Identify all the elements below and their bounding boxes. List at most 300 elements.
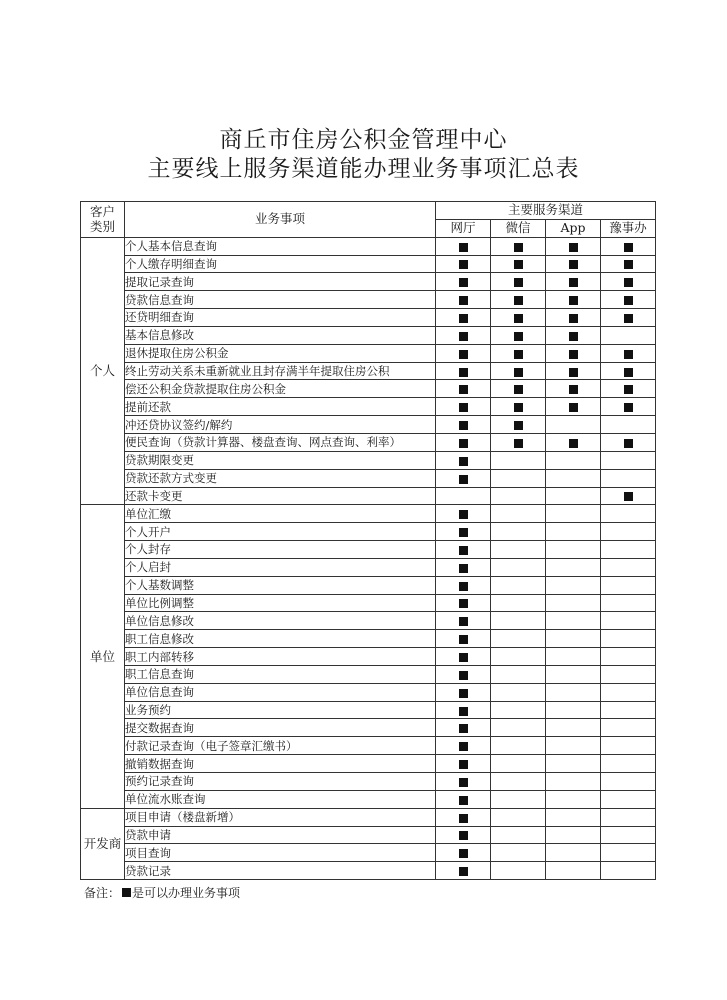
filled-square-icon: [624, 350, 633, 359]
business-item-cell: 职工信息修改: [125, 630, 436, 648]
channel-cell: [436, 398, 491, 416]
channel-cell: [436, 523, 491, 541]
channel-cell: [601, 576, 656, 594]
business-item-cell: 预约记录查询: [125, 773, 436, 791]
channel-cell: [546, 719, 601, 737]
filled-square-icon: [569, 314, 578, 323]
table-row: [81, 594, 656, 612]
footnote-prefix: 备注：: [84, 886, 121, 900]
business-item-cell: 个人缴存明细查询: [125, 255, 436, 273]
channel-cell: [546, 326, 601, 344]
channel-cell: [546, 630, 601, 648]
channel-cell: [491, 576, 546, 594]
table-row: [81, 683, 656, 701]
filled-square-icon: [459, 760, 468, 769]
channel-cell: [546, 648, 601, 666]
filled-square-icon: [459, 724, 468, 733]
business-item-cell: 贷款还款方式变更: [125, 469, 436, 487]
table-row: [81, 862, 656, 880]
channel-cell: [436, 719, 491, 737]
table-row: [81, 773, 656, 791]
filled-square-icon: [459, 260, 468, 269]
channel-cell: [491, 773, 546, 791]
channel-cell: [546, 416, 601, 434]
header-channel-wechat: 微信: [491, 219, 546, 237]
channel-cell: [491, 344, 546, 362]
channel-cell: [601, 808, 656, 826]
channel-cell: [436, 309, 491, 327]
table-row: [81, 487, 656, 505]
table-row: [81, 576, 656, 594]
filled-square-icon: [459, 278, 468, 287]
table-row: [81, 790, 656, 808]
business-item-cell: 还款卡变更: [125, 487, 436, 505]
channel-cell: [491, 362, 546, 380]
footnote: [84, 884, 240, 901]
channel-cell: [601, 362, 656, 380]
business-item-cell: 付款记录查询（电子签章汇缴书）: [125, 737, 436, 755]
channel-cell: [491, 719, 546, 737]
channel-cell: [546, 237, 601, 255]
table-row: [81, 398, 656, 416]
filled-square-icon: [624, 260, 633, 269]
channel-cell: [546, 541, 601, 559]
business-item-cell: 单位信息修改: [125, 612, 436, 630]
filled-square-icon: [459, 796, 468, 805]
table-row: [81, 558, 656, 576]
channel-cell: [491, 416, 546, 434]
channel-cell: [436, 701, 491, 719]
filled-square-icon: [569, 243, 578, 252]
channel-cell: [601, 416, 656, 434]
filled-square-icon: [459, 475, 468, 484]
channel-cell: [601, 469, 656, 487]
channel-cell: [601, 309, 656, 327]
channel-cell: [436, 558, 491, 576]
channel-cell: [436, 594, 491, 612]
channel-cell: [601, 612, 656, 630]
category-cell: 开发商: [81, 808, 125, 879]
header-channel-yushiban: 豫事办: [601, 219, 656, 237]
filled-square-icon: [459, 617, 468, 626]
filled-square-icon: [459, 510, 468, 519]
business-item-cell: 便民查询（贷款计算器、楼盘查询、网点查询、利率）: [125, 433, 436, 451]
filled-square-icon: [459, 742, 468, 751]
filled-square-icon: [569, 403, 578, 412]
filled-square-icon: [514, 260, 523, 269]
channel-cell: [491, 612, 546, 630]
channel-cell: [601, 255, 656, 273]
channel-cell: [491, 505, 546, 523]
channel-cell: [436, 630, 491, 648]
filled-square-icon: [624, 368, 633, 377]
table-row: [81, 808, 656, 826]
filled-square-icon: [459, 296, 468, 305]
table-row: [81, 826, 656, 844]
filled-square-icon: [459, 814, 468, 823]
channel-cell: [601, 558, 656, 576]
business-item-cell: 基本信息修改: [125, 326, 436, 344]
channel-cell: [436, 237, 491, 255]
channel-cell: [491, 844, 546, 862]
channel-cell: [491, 398, 546, 416]
filled-square-icon: [459, 582, 468, 591]
business-item-cell: 单位汇缴: [125, 505, 436, 523]
business-item-cell: 个人开户: [125, 523, 436, 541]
business-summary-table: [80, 201, 656, 880]
business-item-cell: 职工信息查询: [125, 665, 436, 683]
table-row: [81, 541, 656, 559]
filled-square-icon: [569, 332, 578, 341]
channel-cell: [546, 576, 601, 594]
table-row: [81, 416, 656, 434]
filled-square-icon: [514, 314, 523, 323]
table-row: [81, 719, 656, 737]
table-row: [81, 844, 656, 862]
channel-cell: [491, 309, 546, 327]
table-body: [81, 237, 656, 879]
channel-cell: [601, 844, 656, 862]
channel-cell: [436, 487, 491, 505]
channel-cell: [601, 862, 656, 880]
business-item-cell: 贷款申请: [125, 826, 436, 844]
channel-cell: [491, 630, 546, 648]
table-row: [81, 344, 656, 362]
business-item-cell: 个人封存: [125, 541, 436, 559]
filled-square-icon: [459, 314, 468, 323]
table-row: [81, 326, 656, 344]
channel-cell: [601, 326, 656, 344]
channel-cell: [491, 469, 546, 487]
filled-square-icon: [569, 260, 578, 269]
filled-square-icon: [459, 831, 468, 840]
filled-square-icon: [624, 439, 633, 448]
channel-cell: [546, 487, 601, 505]
filled-square-icon: [569, 385, 578, 394]
channel-cell: [436, 291, 491, 309]
filled-square-icon: [514, 385, 523, 394]
filled-square-icon: [459, 528, 468, 537]
channel-cell: [436, 612, 491, 630]
table-row: [81, 362, 656, 380]
business-item-cell: 撤销数据查询: [125, 755, 436, 773]
channel-cell: [546, 291, 601, 309]
channel-cell: [436, 826, 491, 844]
channel-cell: [601, 487, 656, 505]
business-item-cell: 职工内部转移: [125, 648, 436, 666]
table-row: [81, 523, 656, 541]
channel-cell: [491, 273, 546, 291]
channel-cell: [491, 237, 546, 255]
filled-square-icon: [459, 671, 468, 680]
channel-cell: [436, 844, 491, 862]
business-item-cell: 终止劳动关系未重新就业且封存满半年提取住房公积: [125, 362, 436, 380]
title-line-1: 商丘市住房公积金管理中心: [219, 127, 508, 153]
filled-square-icon: [459, 421, 468, 430]
channel-cell: [436, 862, 491, 880]
filled-square-icon: [459, 439, 468, 448]
channel-cell: [491, 701, 546, 719]
business-item-cell: 偿还公积金贷款提取住房公积金: [125, 380, 436, 398]
channel-cell: [601, 826, 656, 844]
table-row: [81, 755, 656, 773]
filled-square-icon: [122, 888, 131, 897]
category-cell: 个人: [81, 237, 125, 505]
channel-cell: [546, 362, 601, 380]
channel-cell: [601, 594, 656, 612]
channel-cell: [601, 683, 656, 701]
filled-square-icon: [514, 439, 523, 448]
filled-square-icon: [624, 243, 633, 252]
table-row: [81, 380, 656, 398]
channel-cell: [546, 701, 601, 719]
table-row: [81, 255, 656, 273]
channel-cell: [601, 273, 656, 291]
filled-square-icon: [624, 296, 633, 305]
table-row: [81, 433, 656, 451]
channel-cell: [601, 237, 656, 255]
channel-cell: [601, 701, 656, 719]
channel-cell: [601, 790, 656, 808]
header-channels-group: 主要服务渠道: [436, 202, 656, 220]
channel-cell: [546, 862, 601, 880]
channel-cell: [546, 683, 601, 701]
channel-cell: [601, 737, 656, 755]
channel-cell: [601, 451, 656, 469]
filled-square-icon: [569, 278, 578, 287]
channel-cell: [491, 326, 546, 344]
channel-cell: [546, 505, 601, 523]
filled-square-icon: [459, 368, 468, 377]
filled-square-icon: [624, 492, 633, 501]
channel-cell: [601, 665, 656, 683]
channel-cell: [601, 755, 656, 773]
channel-cell: [546, 737, 601, 755]
channel-cell: [601, 648, 656, 666]
header-channel-web: 网厅: [436, 219, 491, 237]
channel-cell: [491, 451, 546, 469]
channel-cell: [436, 790, 491, 808]
channel-cell: [546, 826, 601, 844]
filled-square-icon: [624, 385, 633, 394]
business-item-cell: 贷款期限变更: [125, 451, 436, 469]
channel-cell: [436, 683, 491, 701]
table-row: [81, 237, 656, 255]
business-item-cell: 单位比例调整: [125, 594, 436, 612]
business-item-cell: 项目申请（楼盘新增）: [125, 808, 436, 826]
channel-cell: [546, 755, 601, 773]
header-business-item: 业务事项: [125, 202, 436, 238]
channel-cell: [546, 844, 601, 862]
channel-cell: [546, 398, 601, 416]
table-row: [81, 469, 656, 487]
table-row: [81, 665, 656, 683]
channel-cell: [491, 380, 546, 398]
filled-square-icon: [514, 350, 523, 359]
business-item-cell: 业务预约: [125, 701, 436, 719]
channel-cell: [546, 665, 601, 683]
channel-cell: [491, 737, 546, 755]
channel-cell: [436, 665, 491, 683]
channel-cell: [491, 433, 546, 451]
table-row: [81, 630, 656, 648]
channel-cell: [436, 451, 491, 469]
business-item-cell: 还贷明细查询: [125, 309, 436, 327]
filled-square-icon: [514, 332, 523, 341]
channel-cell: [491, 487, 546, 505]
table-row: [81, 505, 656, 523]
channel-cell: [601, 380, 656, 398]
channel-cell: [436, 433, 491, 451]
filled-square-icon: [459, 653, 468, 662]
filled-square-icon: [514, 278, 523, 287]
filled-square-icon: [459, 385, 468, 394]
title-line-2: 主要线上服务渠道能办理业务事项汇总表: [147, 156, 580, 182]
channel-cell: [436, 541, 491, 559]
filled-square-icon: [459, 332, 468, 341]
filled-square-icon: [514, 296, 523, 305]
channel-cell: [491, 826, 546, 844]
footnote-text: 是可以办理业务事项: [132, 886, 241, 900]
channel-cell: [436, 255, 491, 273]
business-item-cell: 冲还贷协议签约/解约: [125, 416, 436, 434]
channel-cell: [546, 808, 601, 826]
filled-square-icon: [459, 867, 468, 876]
filled-square-icon: [459, 849, 468, 858]
channel-cell: [601, 773, 656, 791]
channel-cell: [436, 344, 491, 362]
channel-cell: [546, 612, 601, 630]
channel-cell: [601, 719, 656, 737]
channel-cell: [436, 273, 491, 291]
business-item-cell: 项目查询: [125, 844, 436, 862]
filled-square-icon: [459, 689, 468, 698]
channel-cell: [546, 309, 601, 327]
business-item-cell: 单位信息查询: [125, 683, 436, 701]
channel-cell: [491, 558, 546, 576]
channel-cell: [601, 505, 656, 523]
channel-cell: [491, 862, 546, 880]
channel-cell: [436, 576, 491, 594]
filled-square-icon: [624, 314, 633, 323]
channel-cell: [601, 630, 656, 648]
filled-square-icon: [459, 635, 468, 644]
channel-cell: [436, 380, 491, 398]
channel-cell: [491, 594, 546, 612]
business-item-cell: 个人启封: [125, 558, 436, 576]
filled-square-icon: [514, 368, 523, 377]
table-row: [81, 701, 656, 719]
header-channel-app: App: [546, 219, 601, 237]
channel-cell: [601, 523, 656, 541]
channel-cell: [546, 433, 601, 451]
category-cell: 单位: [81, 505, 125, 808]
business-item-cell: 提前还款: [125, 398, 436, 416]
filled-square-icon: [459, 457, 468, 466]
filled-square-icon: [569, 296, 578, 305]
filled-square-icon: [514, 243, 523, 252]
channel-cell: [546, 594, 601, 612]
channel-cell: [491, 255, 546, 273]
header-customer-type: 客户类别: [81, 202, 125, 238]
channel-cell: [546, 558, 601, 576]
channel-cell: [436, 326, 491, 344]
channel-cell: [436, 362, 491, 380]
channel-cell: [436, 648, 491, 666]
channel-cell: [436, 808, 491, 826]
table-row: [81, 291, 656, 309]
filled-square-icon: [459, 546, 468, 555]
filled-square-icon: [569, 350, 578, 359]
channel-cell: [601, 541, 656, 559]
filled-square-icon: [459, 707, 468, 716]
channel-cell: [601, 398, 656, 416]
business-item-cell: 提取记录查询: [125, 273, 436, 291]
channel-cell: [491, 790, 546, 808]
channel-cell: [491, 665, 546, 683]
channel-cell: [546, 344, 601, 362]
channel-cell: [601, 291, 656, 309]
filled-square-icon: [459, 403, 468, 412]
filled-square-icon: [459, 778, 468, 787]
filled-square-icon: [459, 243, 468, 252]
channel-cell: [546, 469, 601, 487]
business-item-cell: 提交数据查询: [125, 719, 436, 737]
business-item-cell: 单位流水账查询: [125, 790, 436, 808]
channel-cell: [436, 755, 491, 773]
channel-cell: [546, 451, 601, 469]
business-item-cell: 个人基数调整: [125, 576, 436, 594]
channel-cell: [491, 648, 546, 666]
channel-cell: [436, 505, 491, 523]
filled-square-icon: [459, 599, 468, 608]
channel-cell: [436, 737, 491, 755]
filled-square-icon: [569, 439, 578, 448]
filled-square-icon: [624, 278, 633, 287]
channel-cell: [436, 416, 491, 434]
channel-cell: [436, 469, 491, 487]
table-row: [81, 648, 656, 666]
filled-square-icon: [624, 403, 633, 412]
table-row: [81, 612, 656, 630]
channel-cell: [491, 755, 546, 773]
business-item-cell: 退休提取住房公积金: [125, 344, 436, 362]
channel-cell: [491, 808, 546, 826]
table-row: [81, 737, 656, 755]
filled-square-icon: [569, 368, 578, 377]
channel-cell: [601, 344, 656, 362]
channel-cell: [601, 433, 656, 451]
channel-cell: [546, 380, 601, 398]
channel-cell: [546, 273, 601, 291]
table-row: [81, 273, 656, 291]
channel-cell: [491, 683, 546, 701]
channel-cell: [491, 541, 546, 559]
channel-cell: [546, 773, 601, 791]
channel-cell: [491, 523, 546, 541]
filled-square-icon: [514, 403, 523, 412]
channel-cell: [546, 790, 601, 808]
channel-cell: [491, 291, 546, 309]
business-item-cell: 个人基本信息查询: [125, 237, 436, 255]
channel-cell: [436, 773, 491, 791]
table-row: [81, 309, 656, 327]
filled-square-icon: [459, 564, 468, 573]
filled-square-icon: [459, 350, 468, 359]
business-item-cell: 贷款信息查询: [125, 291, 436, 309]
channel-cell: [546, 523, 601, 541]
filled-square-icon: [514, 421, 523, 430]
